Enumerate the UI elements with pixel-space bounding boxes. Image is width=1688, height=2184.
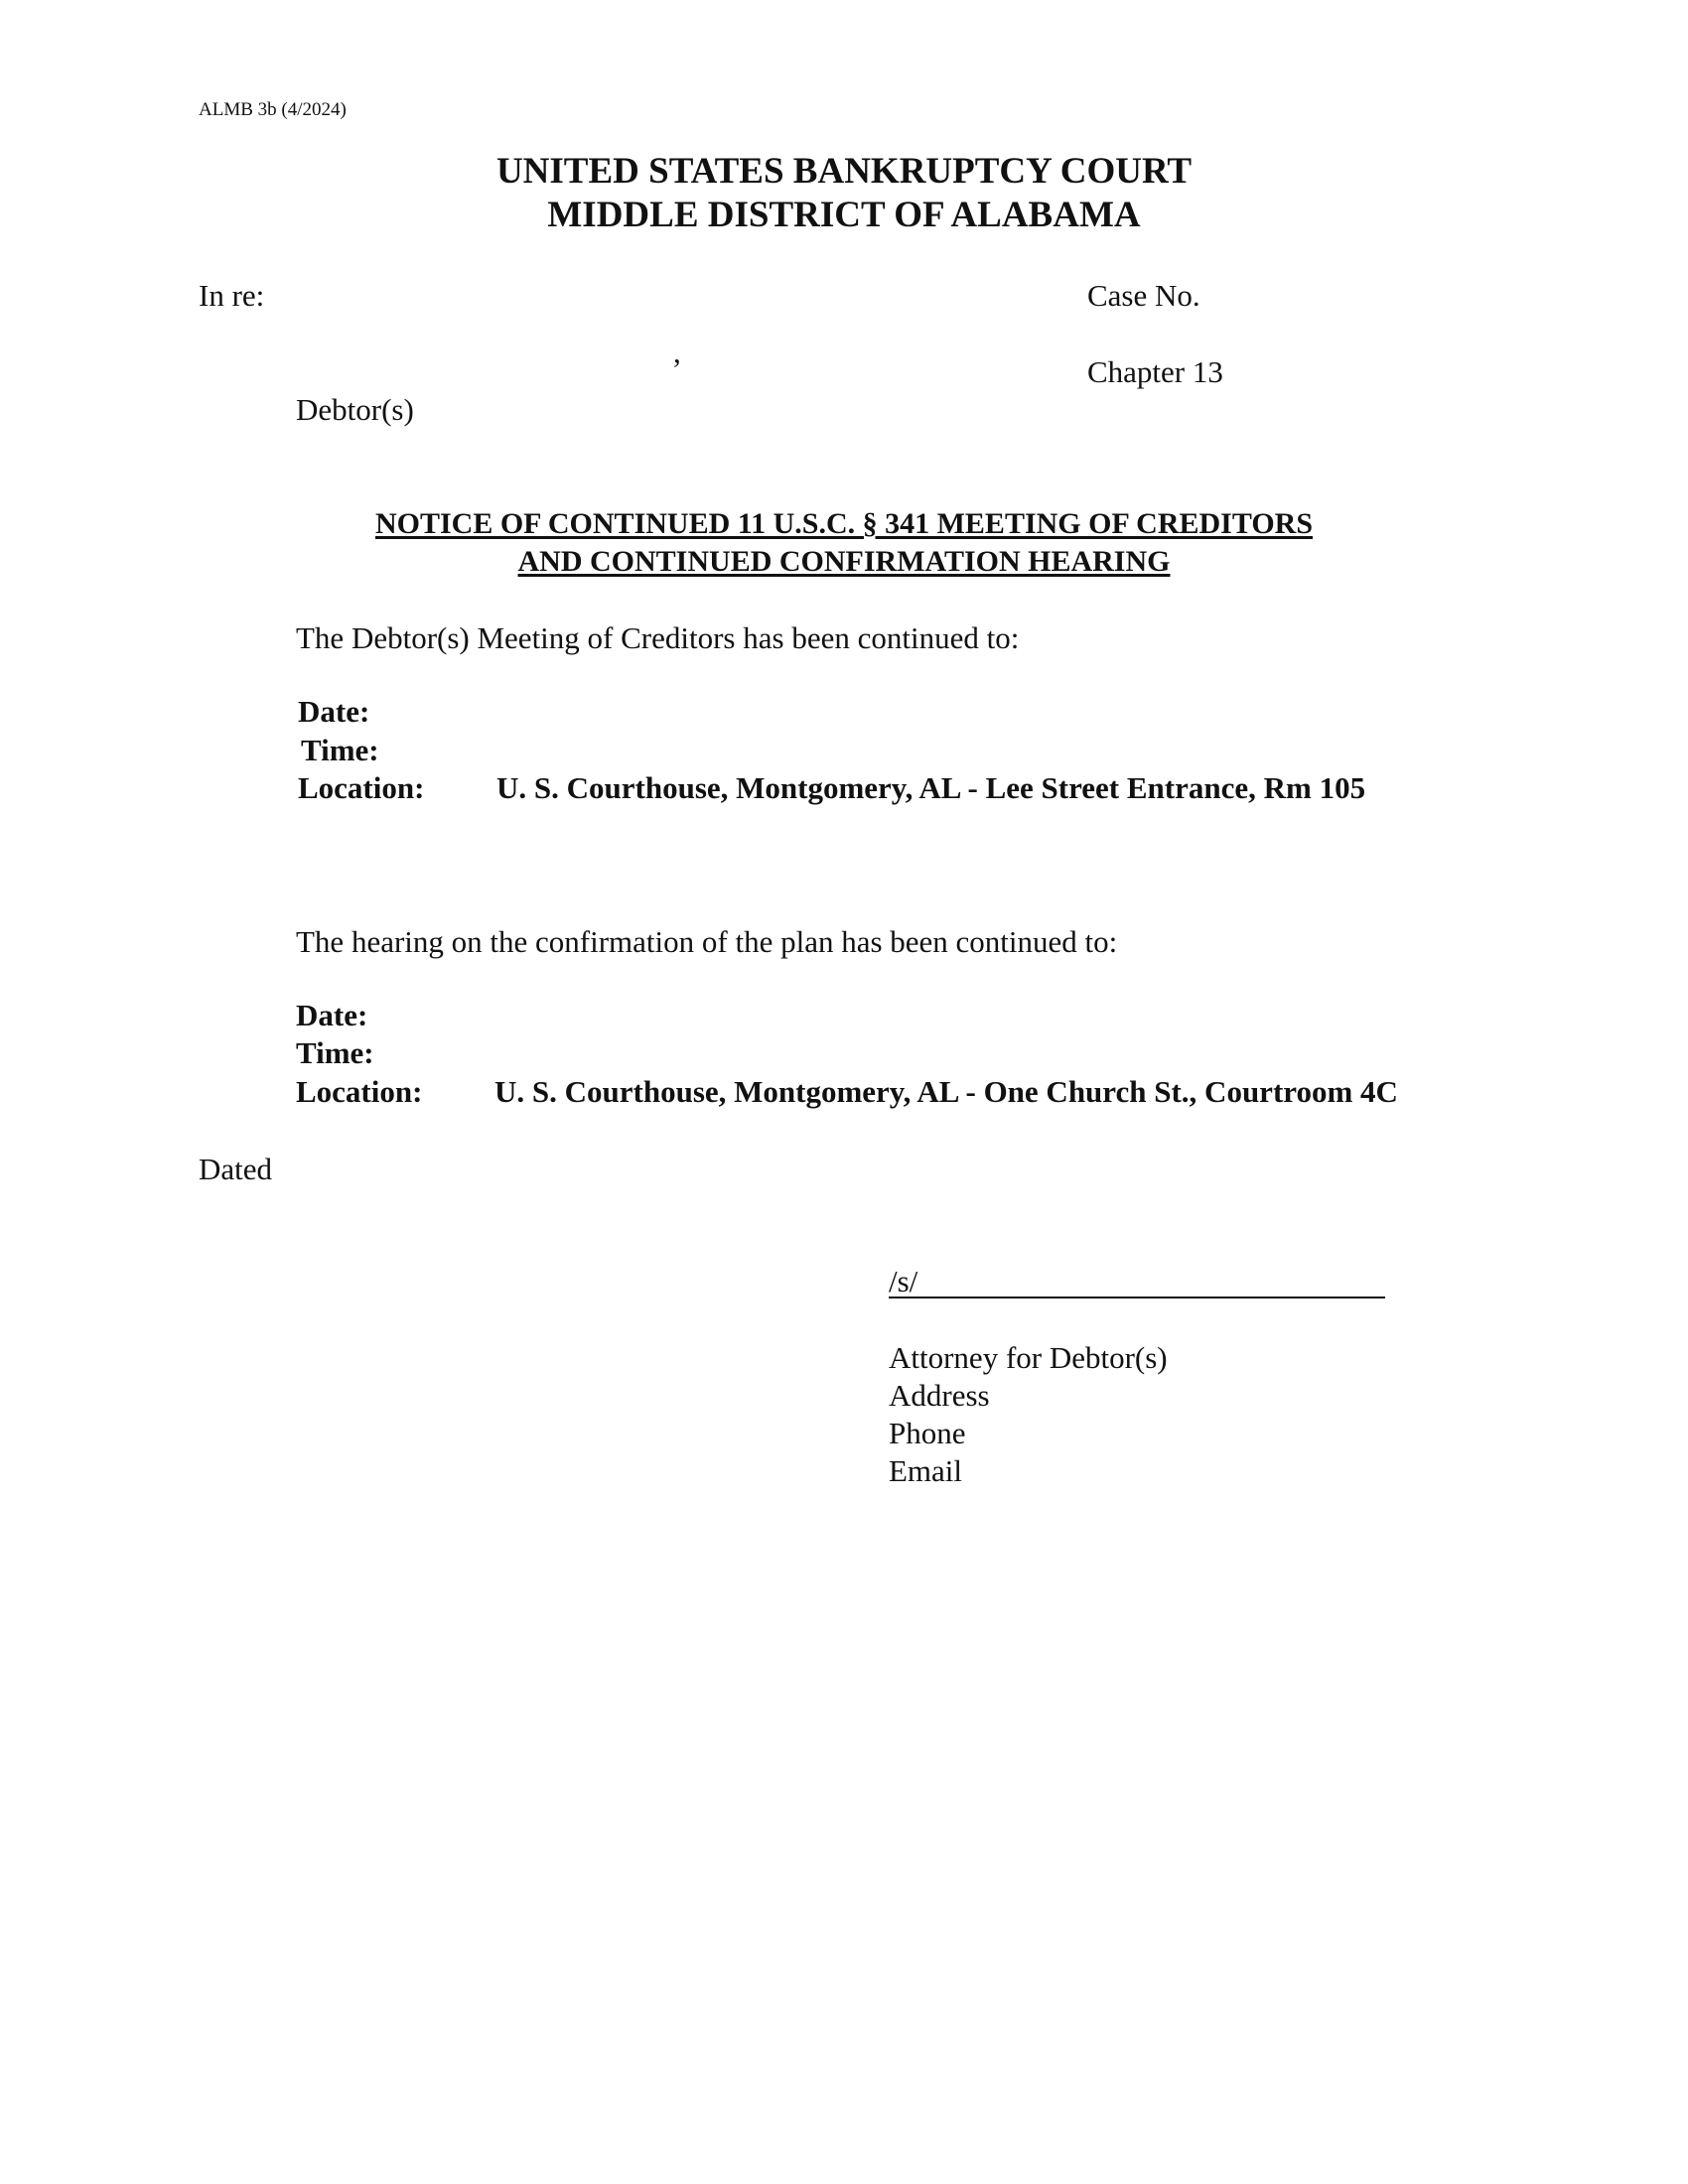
meeting-time-label: Time:	[301, 733, 379, 767]
address-label: Address	[889, 1378, 990, 1413]
meeting-location-label: Location:	[298, 770, 425, 805]
court-name: UNITED STATES BANKRUPTCY COURT	[495, 151, 1193, 192]
signature-line	[889, 1297, 1385, 1298]
court-district: MIDDLE DISTRICT OF ALABAMA	[547, 195, 1141, 235]
hearing-location-label: Location:	[296, 1074, 423, 1109]
notice-title-line-2: AND CONTINUED CONFIRMATION HEARING	[517, 545, 1171, 578]
attorney-label: Attorney for Debtor(s)	[889, 1340, 1168, 1375]
in-re-label: In re:	[199, 278, 265, 313]
phone-label: Phone	[889, 1416, 966, 1450]
debtors-label: Debtor(s)	[296, 392, 414, 427]
meeting-intro: The Debtor(s) Meeting of Creditors has been continued to:	[296, 620, 1020, 655]
case-number-label: Case No.	[1087, 278, 1200, 313]
debtor-name-separator: ,	[673, 335, 681, 369]
dated-label: Dated	[199, 1152, 273, 1186]
hearing-time-label: Time:	[296, 1035, 374, 1070]
form-id: ALMB 3b (4/2024)	[199, 99, 347, 120]
email-label: Email	[889, 1453, 963, 1488]
signature-prefix: /s/	[889, 1264, 918, 1298]
chapter-label: Chapter 13	[1087, 354, 1223, 389]
hearing-intro: The hearing on the confirmation of the plan has been continued to:	[296, 924, 1118, 959]
notice-title-line-1: NOTICE OF CONTINUED 11 U.S.C. § 341 MEETING OF CREDITORS	[374, 507, 1314, 540]
hearing-date-label: Date:	[296, 998, 368, 1032]
meeting-location-value: U. S. Courthouse, Montgomery, AL - Lee Street Entrance, Rm 105	[496, 770, 1366, 805]
hearing-location-value: U. S. Courthouse, Montgomery, AL - One Church St., Courtroom 4C	[494, 1074, 1398, 1109]
meeting-date-label: Date:	[298, 694, 370, 729]
